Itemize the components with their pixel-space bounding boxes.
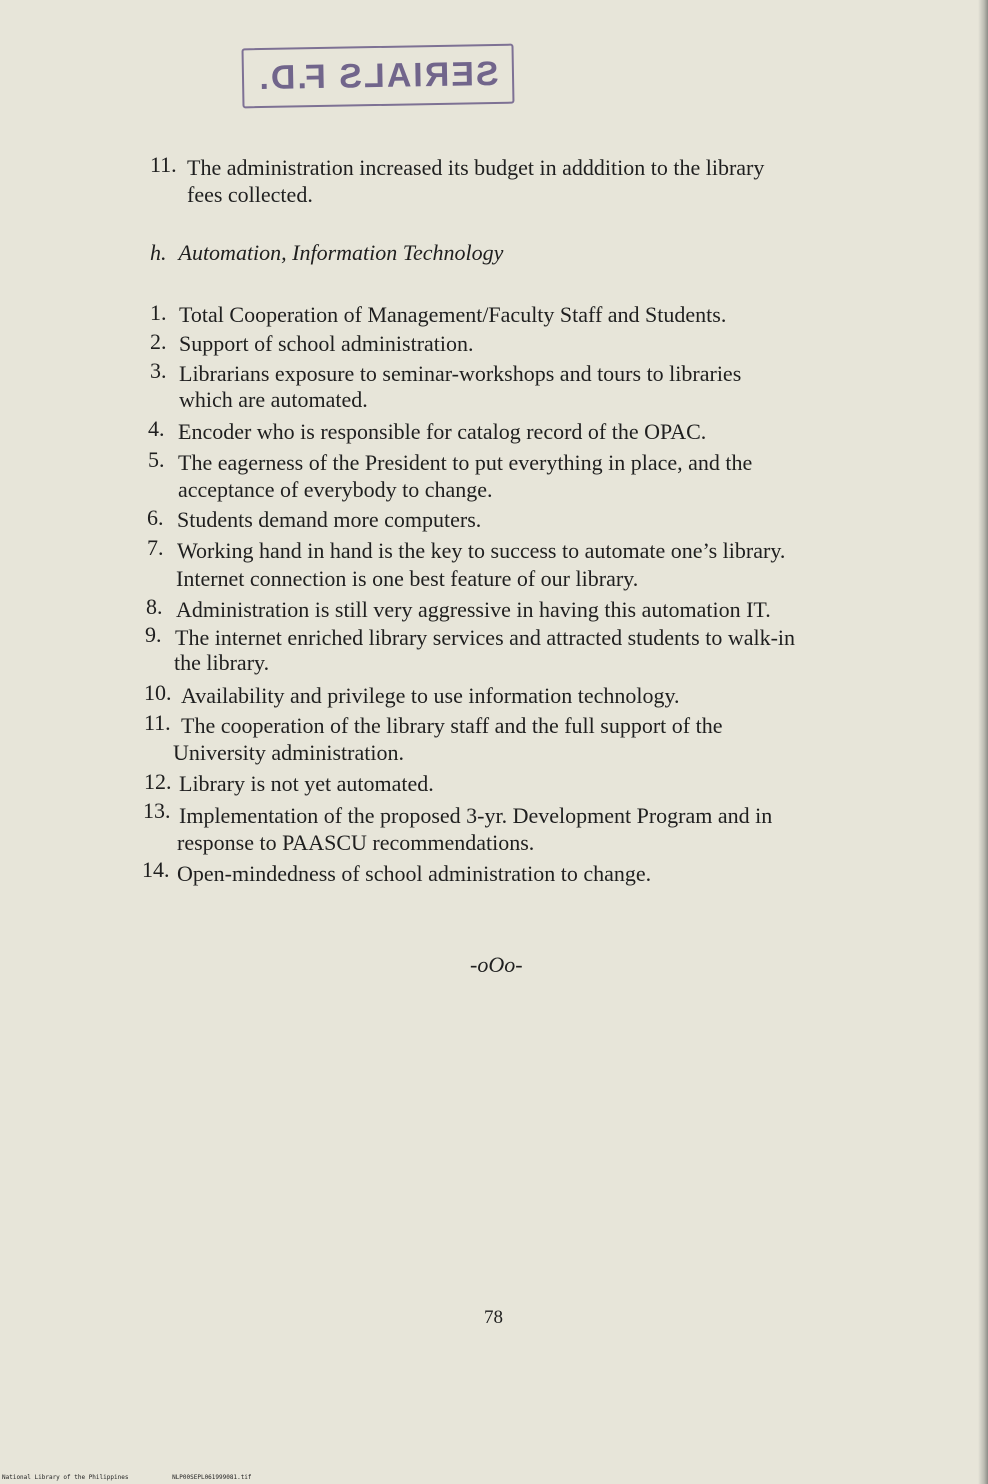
list-item-number: 11. bbox=[144, 710, 171, 735]
list-item-line: Library is not yet automated. bbox=[179, 771, 434, 796]
section-heading bbox=[150, 240, 503, 266]
list-item-number: 1. bbox=[150, 300, 167, 325]
list-item-number: 12. bbox=[144, 769, 172, 794]
list-item-line: Open-mindedness of school administration to change. bbox=[177, 861, 652, 886]
section-end-mark: -oOo- bbox=[470, 952, 523, 977]
list-item-line: Internet connection is one best feature of our library. bbox=[176, 566, 639, 591]
list-item-number: 6. bbox=[147, 505, 164, 530]
section-title: Automation, Information Technology bbox=[178, 240, 504, 265]
list-item-line: The cooperation of the library staff and the full support of the bbox=[181, 713, 723, 738]
section-letter: h. bbox=[150, 240, 167, 265]
list-item-number: 2. bbox=[150, 329, 167, 354]
scan-footer bbox=[2, 1474, 292, 1481]
page-number: 78 bbox=[484, 1307, 503, 1328]
list-item-line: Students demand more computers. bbox=[177, 507, 482, 532]
carryover-line-1: The administration increased its budget in adddition to the library bbox=[187, 155, 765, 180]
list-item-line: Total Cooperation of Management/Faculty Staff and Students. bbox=[179, 302, 727, 327]
list-item-number: 14. bbox=[142, 857, 170, 882]
list-item-line: University administration. bbox=[173, 740, 404, 765]
list-item-line: Librarians exposure to seminar-workshops and tours to libraries bbox=[179, 361, 742, 386]
serials-stamp: SERIALS F.D. bbox=[241, 44, 514, 109]
footer-library: National Library of the Philippines bbox=[2, 1474, 129, 1481]
list-item-line: Support of school administration. bbox=[179, 331, 474, 356]
list-item-number: 10. bbox=[144, 680, 172, 705]
page-edge-shadow bbox=[978, 0, 988, 1484]
list-item-line: Administration is still very aggressive in having this automation IT. bbox=[176, 597, 771, 622]
list-item-line: the library. bbox=[174, 650, 270, 675]
list-item-line: response to PAASCU recommendations. bbox=[177, 830, 535, 855]
list-item-line: acceptance of everybody to change. bbox=[178, 477, 493, 502]
list-item-line: The eagerness of the President to put everything in place, and the bbox=[178, 450, 753, 475]
list-item-number: 13. bbox=[143, 798, 171, 823]
list-item-number: 5. bbox=[148, 447, 165, 472]
list-item-number: 9. bbox=[145, 622, 162, 647]
carryover-number: 11. bbox=[150, 152, 177, 177]
list-item-line: Implementation of the proposed 3-yr. Development Program and in bbox=[179, 803, 773, 828]
carryover-line-2: fees collected. bbox=[187, 182, 313, 207]
footer-filename: NLP00SEPL061999081.tif bbox=[172, 1474, 252, 1481]
list-item-line: The internet enriched library services and attracted students to walk-in bbox=[175, 625, 796, 650]
list-item-line: Working hand in hand is the key to success to automate one’s library. bbox=[177, 538, 786, 563]
list-item-line: Encoder who is responsible for catalog record of the OPAC. bbox=[178, 419, 707, 444]
list-item-line: Availability and privilege to use information technology. bbox=[181, 683, 680, 708]
list-item-number: 7. bbox=[147, 535, 164, 560]
list-item-number: 8. bbox=[146, 594, 163, 619]
list-item-line: which are automated. bbox=[179, 387, 368, 412]
list-item-number: 3. bbox=[150, 358, 167, 383]
list-item-number: 4. bbox=[148, 416, 165, 441]
